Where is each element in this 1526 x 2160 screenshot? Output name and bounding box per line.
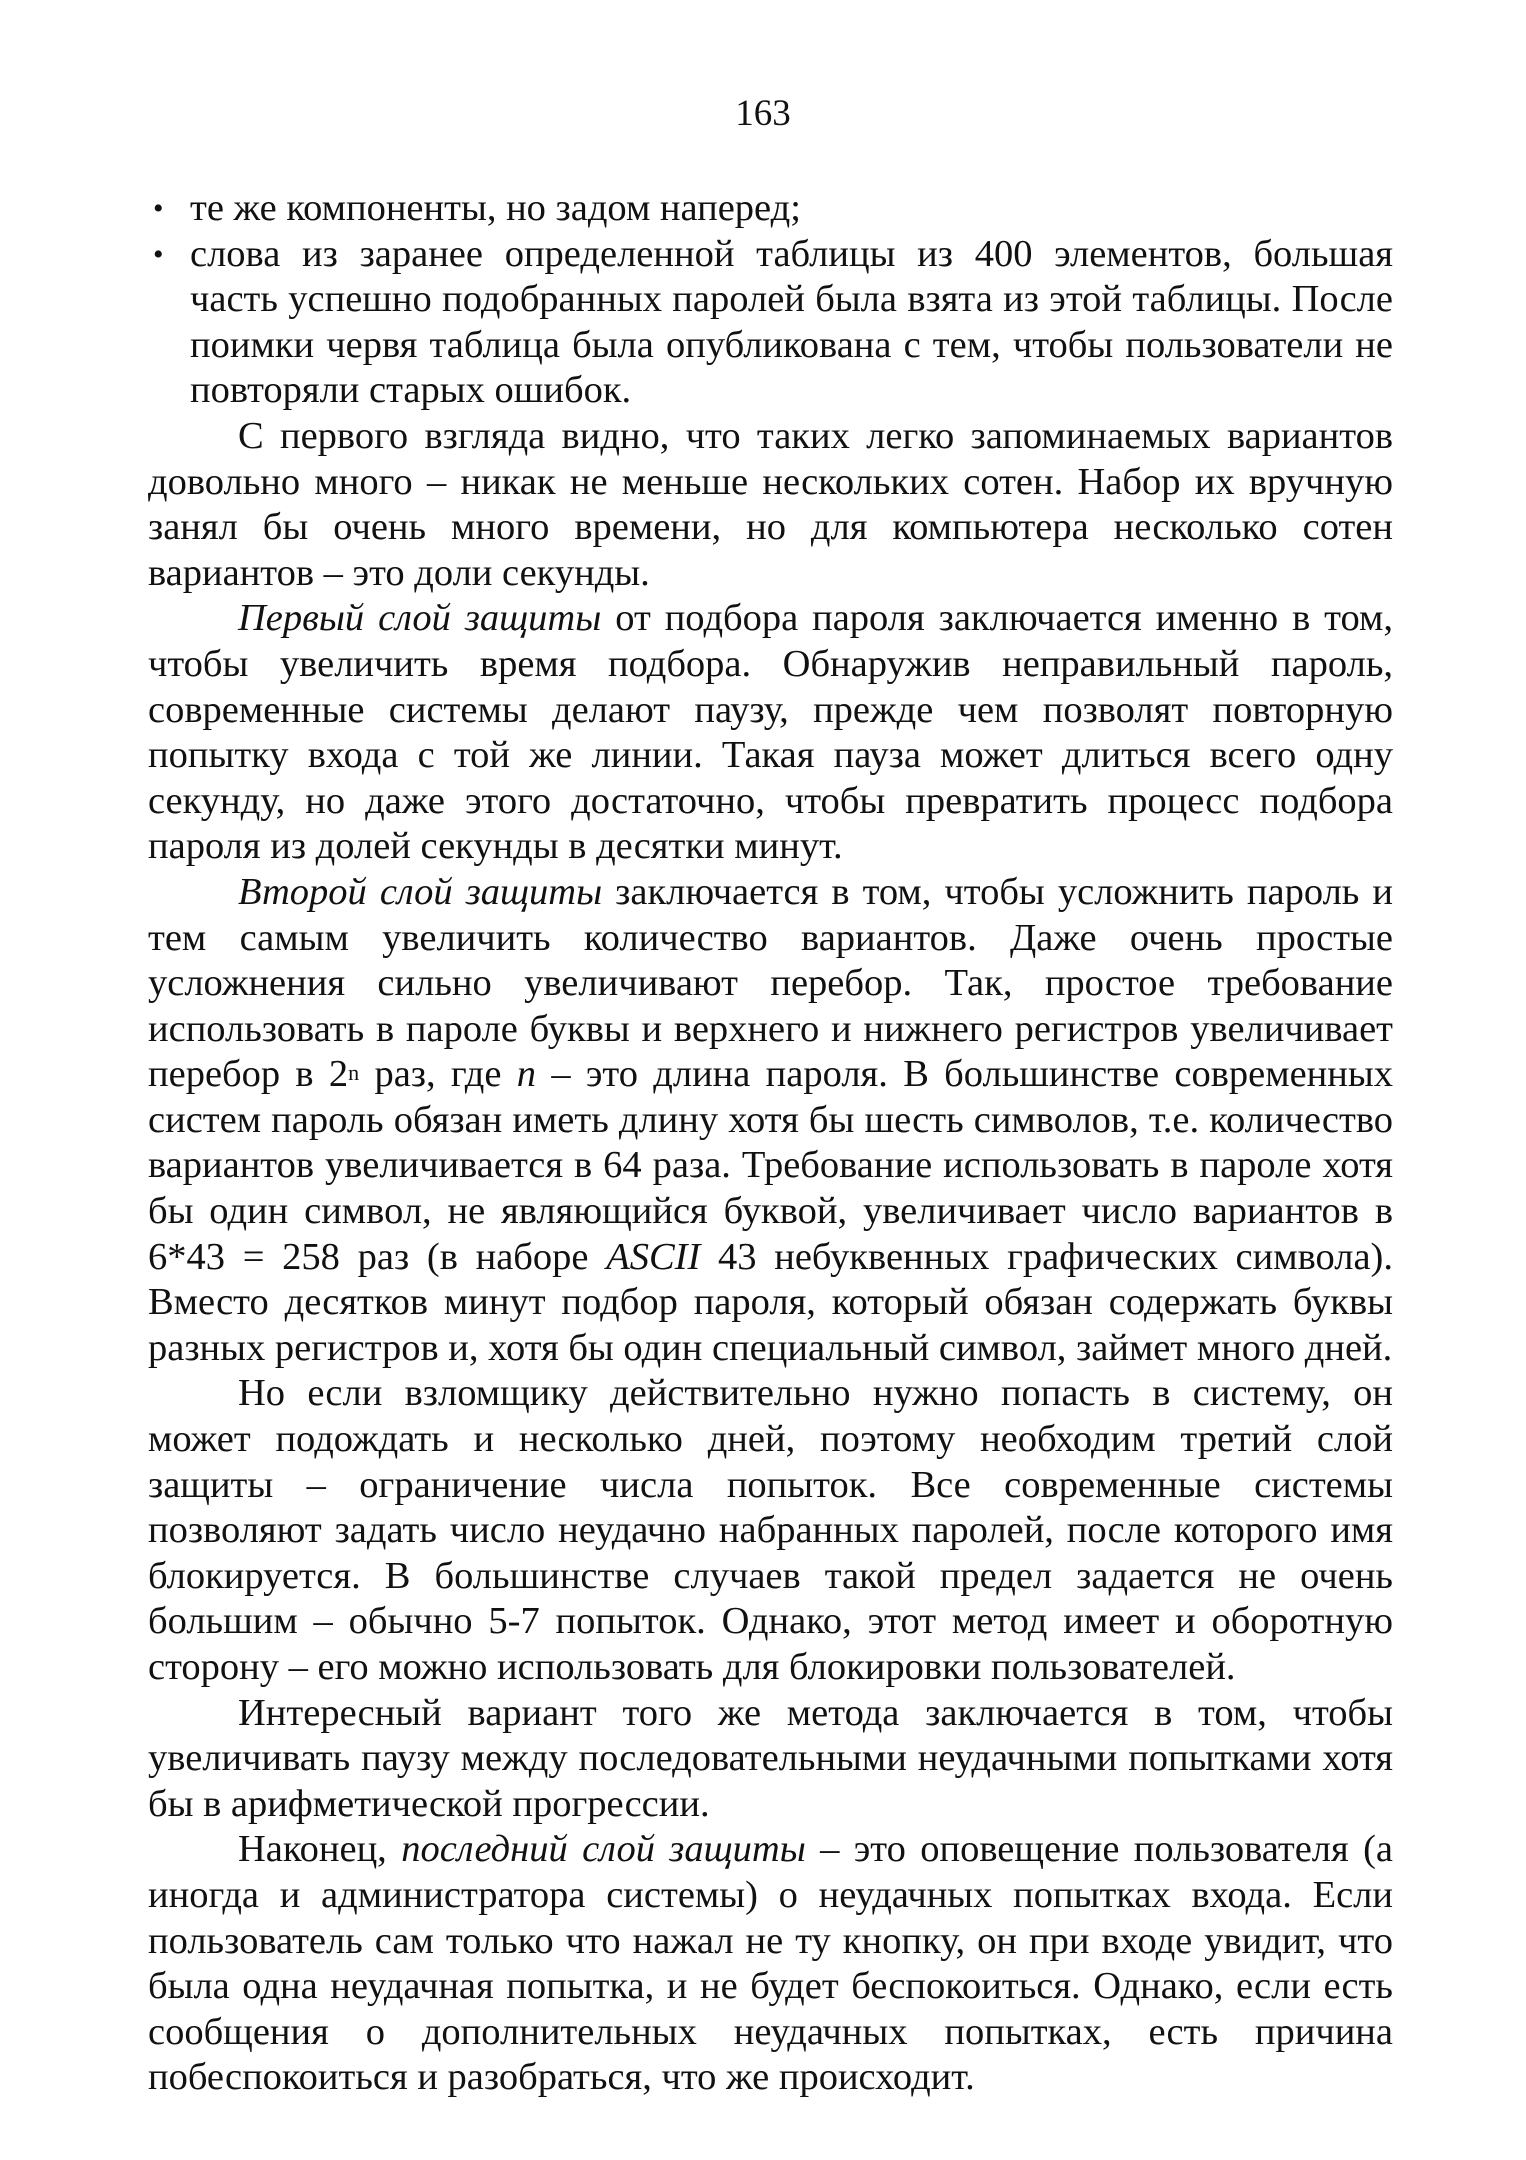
page-body	[148, 186, 1393, 2101]
paragraph-text: С первого взгляда видно, что таких легко запоминаемых вариантов довольно много – никак не меньше нескольких сотен. Набор их вручную занял бы очень много времени, но для компьютера несколько сотен вариантов – это доли секунды.	[148, 414, 1393, 594]
paragraph-third-layer	[148, 1371, 1393, 1690]
paragraph-progression	[148, 1691, 1393, 1828]
italic-ascii: ASCII	[606, 1235, 701, 1278]
bullet-list	[148, 186, 1393, 414]
page-number: 163	[735, 93, 791, 134]
paragraph-1	[148, 414, 1393, 596]
paragraph-text: Интересный вариант того же метода заключается в том, чтобы увеличивать паузу между последовательными неудачными попытками хотя бы в арифметической прогрессии.	[148, 1691, 1393, 1825]
paragraph-text: – это длина пароля. В большинстве современных систем пароль обязан иметь длину хотя бы шесть символов, т.е. количество вариантов увеличивается в 64 раза. Требование использовать в пароле хотя бы один символ, не являющийся буквой, увеличивает число вариантов в 6*43 = 258 раз (в наборе	[148, 1053, 1394, 1278]
bullet-item	[148, 232, 1393, 414]
bullet-text: те же компоненты, но задом наперед;	[190, 187, 801, 229]
paragraph-lead: Наконец,	[238, 1828, 402, 1871]
bullet-icon: •	[153, 237, 164, 271]
paragraph-text: Но если взломщику действительно нужно попасть в систему, он может подождать и несколько дней, поэтому необходим третий слой защиты – ограничение числа попыток. Все современные системы позволяют задать число неудачно набранных паролей, после которого имя блокируется. В большинстве случаев такой предел задается не очень большим – обычно 5-7 попыток. Однако, этот метод имеет и оборотную сторону – его можно использовать для блокировки пользователей.	[148, 1372, 1393, 1688]
italic-term: последний слой защиты	[401, 1828, 806, 1871]
paragraph-last-layer	[148, 1827, 1393, 2101]
paragraph-text: 43 небуквенных графических символа). Вместо десятков минут подбор пароля, который обязан содержать буквы разных регистров и, хотя бы один специальный символ, займет много дней.	[148, 1235, 1393, 1369]
paragraph-text: от подбора пароля заключается именно в том, чтобы увеличить время подбора. Обнаружив неправильный пароль, современные системы делают паузу, прежде чем позволят повторную попытку входа с той же линии. Такая пауза может длиться всего одну секунду, но даже этого достаточно, чтобы превратить процесс подбора пароля из долей секунды в десятки минут.	[148, 597, 1394, 868]
paragraph-text: – это оповещение пользователя (а иногда и администратора системы) о неудачных попытках входа. Если пользователь сам только что нажал не ту кнопку, он при входе увидит, что была одна неудачная попытка, и не будет беспокоиться. Однако, если есть сообщения о дополнительных неудачных попытках, есть причина побеспокоиться и разобраться, что же происходит.	[148, 1828, 1393, 2099]
variable-n: n	[516, 1053, 537, 1096]
bullet-icon: •	[153, 192, 164, 225]
bullet-text: слова из заранее определенной таблицы из 400 элементов, большая часть успешно подобранных паролей была взята из этой таблицы. После поимки червя таблица была опубликована с тем, чтобы пользователи не повторяли старых ошибок.	[190, 232, 1393, 412]
paragraph-second-layer	[148, 870, 1393, 1372]
superscript-n: n	[348, 1060, 360, 1086]
bullet-item	[148, 186, 1393, 232]
paragraph-text: раз, где	[359, 1053, 517, 1096]
italic-term: Второй слой защиты	[238, 870, 603, 913]
italic-term: Первый слой защиты	[238, 597, 602, 640]
paragraph-first-layer	[148, 596, 1393, 870]
paragraph-text: заключается в том, чтобы усложнить пароль и тем самым увеличить количество вариантов. Даже очень простые усложнения сильно увеличивают перебор. Так, простое требование использовать в пароле буквы и верхнего и нижнего регистров увеличивает перебор в 2	[148, 870, 1393, 1096]
